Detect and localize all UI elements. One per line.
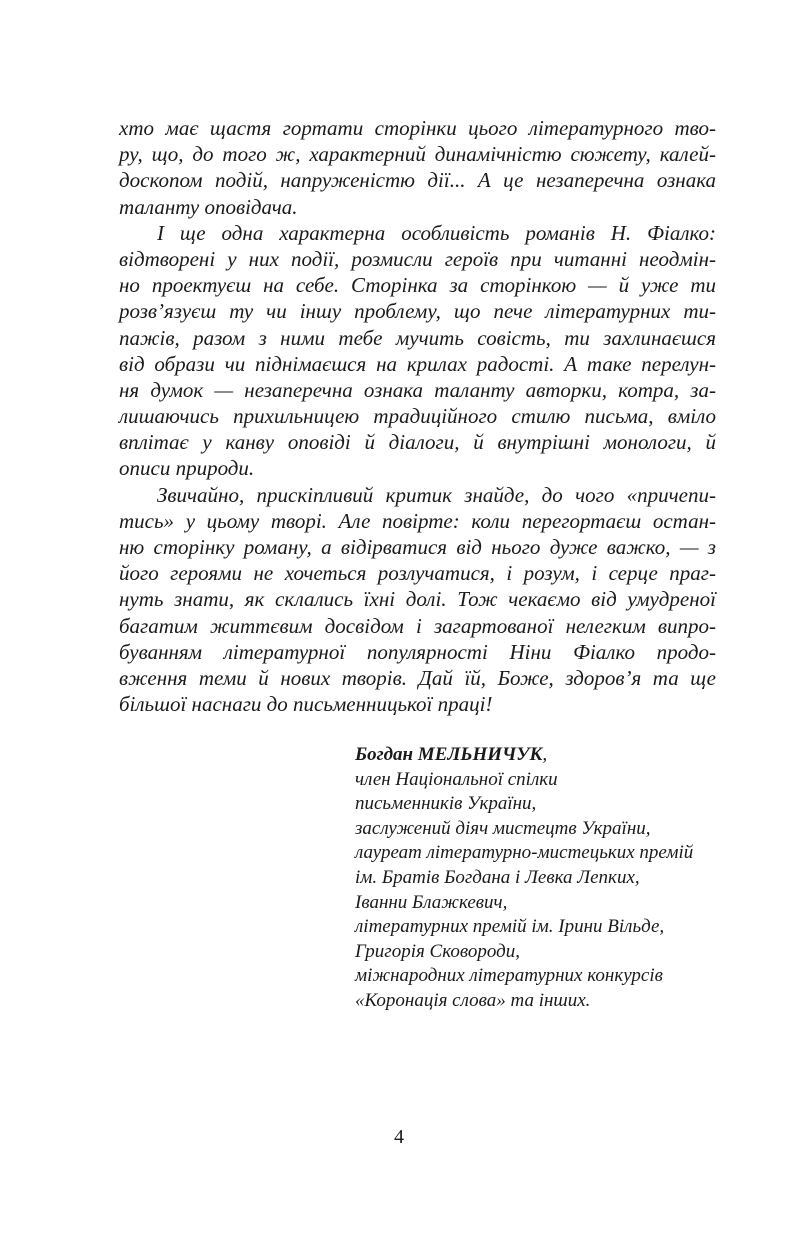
text-line: пажів, разом з ними тебе мучить совість, ти захлинаєшся	[119, 325, 716, 350]
body-text	[119, 115, 716, 717]
credential-line: письменників України,	[355, 793, 537, 815]
text-line: вплітає у канву оповіді й діалоги, й внутрішні монологи, й	[119, 430, 716, 455]
credential-line: літературних премій ім. Ірини Вільде,	[355, 916, 665, 938]
credential-line: «Коронація слова» та інших.	[355, 989, 591, 1011]
text-line: нуть знати, як склались їхні долі. Тож чекаємо від умудреної	[119, 587, 716, 612]
text-line: розв’язуєш ту чи іншу проблему, що пече літературних ти-	[119, 299, 716, 324]
text-line: описи природи.	[119, 456, 255, 481]
text-line: ню сторінку роману, а відірватися від нього дуже важко, — з	[119, 535, 716, 559]
text-line: тись» у цьому творі. Але повірте: коли перегортаєш остан-	[119, 508, 716, 533]
author-name: Богдан МЕЛЬНИЧУК	[355, 744, 543, 765]
text-line: доскопом подій, напруженістю дії... А це незаперечна ознака	[119, 168, 716, 193]
text-line: від образи чи піднімаєшся на крилах радості. А таке перелун-	[119, 351, 716, 376]
credential-line: міжнародних літературних конкурсів	[355, 965, 663, 987]
text-line: вження теми й нових творів. Дай їй, Боже, здоров’я та ще	[119, 665, 716, 690]
text-line: відтворені у них події, розмисли героїв при читанні неодмін-	[119, 246, 716, 271]
credential-line: Григорія Сковороди,	[355, 940, 520, 962]
text-line: хто має щастя гортати сторінки цього літературного тво-	[119, 116, 716, 140]
page-number: 4	[394, 1126, 404, 1148]
credential-line: ім. Братів Богдана і Левка Лепких,	[355, 866, 640, 888]
signature-block	[355, 743, 735, 1014]
text-line: лишаючись прихильницею традиційного стилю письма, вміло	[119, 404, 716, 429]
credential-line: Іванни Блажкевич,	[355, 891, 508, 913]
author-credentials	[355, 768, 735, 1014]
author-line	[355, 743, 735, 768]
text-line: його героями не хочеться розлучатися, і розум, і серце праг-	[119, 561, 716, 586]
text-line: багатим життєвим досвідом і загартованої нелегким випро-	[119, 613, 716, 638]
author-name-suffix: ,	[542, 744, 548, 765]
text-line: ру, що, до того ж, характерний динамічністю сюжету, калей-	[119, 142, 716, 167]
text-line: буванням літературної популярності Ніни Фіалко продо-	[119, 639, 716, 664]
text-line: більшої наснаги до письменницької праці!	[119, 692, 493, 717]
text-line: І ще одна характерна особливість романів Н. Фіалко:	[157, 220, 716, 245]
credential-line: член Національної спілки	[355, 768, 558, 790]
text-line: Звичайно, прискіпливий критик знайде, до чого «причепи-	[157, 482, 716, 507]
text-line: но проектуєш на себе. Сторінка за сторінкою — й уже ти	[119, 273, 716, 298]
credential-line: заслужений діяч мистецтв України,	[355, 817, 651, 839]
text-line: таланту оповідача.	[119, 194, 298, 219]
text-line: ня думок — незаперечна ознака таланту авторки, котра, за-	[119, 377, 716, 402]
credential-line: лауреат літературно-мистецьких премій	[355, 842, 694, 864]
